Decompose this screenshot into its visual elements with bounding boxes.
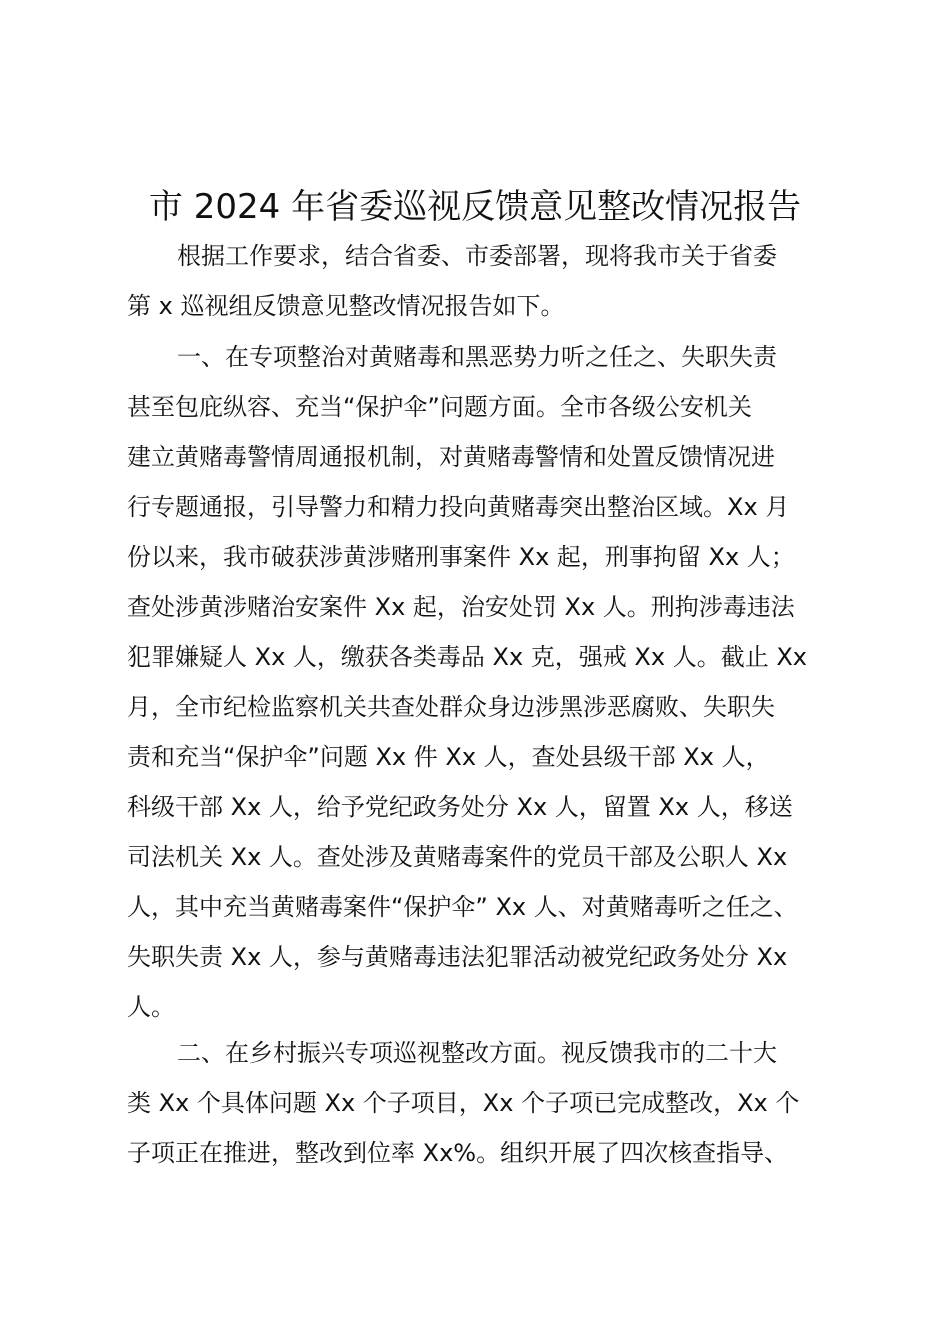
paragraph-line: 科级干部 Xx 人，给予党纪政务处分 Xx 人，留置 Xx 人，移送 [127, 793, 793, 821]
paragraph-line: 建立黄赌毒警情周通报机制，对黄赌毒警情和处置反馈情况进 [127, 443, 775, 471]
paragraph-section-one [127, 332, 837, 1032]
paragraph-line: 行专题通报，引导警力和精力投向黄赌毒突出整治区域。Xx 月 [127, 493, 790, 521]
paragraph-line: 份以来，我市破获涉黄涉赌刑事案件 Xx 起，刑事拘留 Xx 人； [127, 543, 795, 571]
paragraph-line: 根据工作要求，结合省委、市委部署，现将我市关于省委 [177, 242, 777, 270]
paragraph-line: 责和充当“保护伞”问题 Xx 件 Xx 人，查处县级干部 Xx 人， [127, 743, 770, 771]
paragraph-line: 甚至包庇纵容、充当“保护伞”问题方面。全市各级公安机关 [127, 393, 752, 421]
document-title: 市 2024 年省委巡视反馈意见整改情况报告 [148, 187, 802, 227]
paragraph-line: 人。 [127, 993, 175, 1021]
paragraph-line: 司法机关 Xx 人。查处涉及黄赌毒案件的党员干部及公职人 Xx [127, 843, 788, 871]
paragraph-line: 查处涉黄涉赌治安案件 Xx 起，治安处罚 Xx 人。刑拘涉毒违法 [127, 593, 795, 621]
paragraph-line: 月，全市纪检监察机关共查处群众身边涉黑涉恶腐败、失职失 [127, 693, 775, 721]
paragraph-line: 二、在乡村振兴专项巡视整改方面。视反馈我市的二十大 [177, 1039, 777, 1067]
paragraph-line: 第 x 巡视组反馈意见整改情况报告如下。 [127, 292, 565, 320]
paragraph-intro [127, 231, 837, 331]
paragraph-line: 人，其中充当黄赌毒案件“保护伞” Xx 人、对黄赌毒听之任之、 [127, 893, 798, 921]
paragraph-section-two [127, 1028, 837, 1178]
paragraph-line: 子项正在推进，整改到位率 Xx%。组织开展了四次核查指导、 [127, 1139, 789, 1167]
paragraph-line: 失职失责 Xx 人，参与黄赌毒违法犯罪活动被党纪政务处分 Xx [127, 943, 788, 971]
paragraph-line: 一、在专项整治对黄赌毒和黑恶势力听之任之、失职失责 [177, 343, 777, 371]
paragraph-line: 犯罪嫌疑人 Xx 人，缴获各类毒品 Xx 克，强戒 Xx 人。截止 Xx [127, 643, 807, 671]
paragraph-line: 类 Xx 个具体问题 Xx 个子项目，Xx 个子项已完成整改，Xx 个 [127, 1089, 800, 1117]
